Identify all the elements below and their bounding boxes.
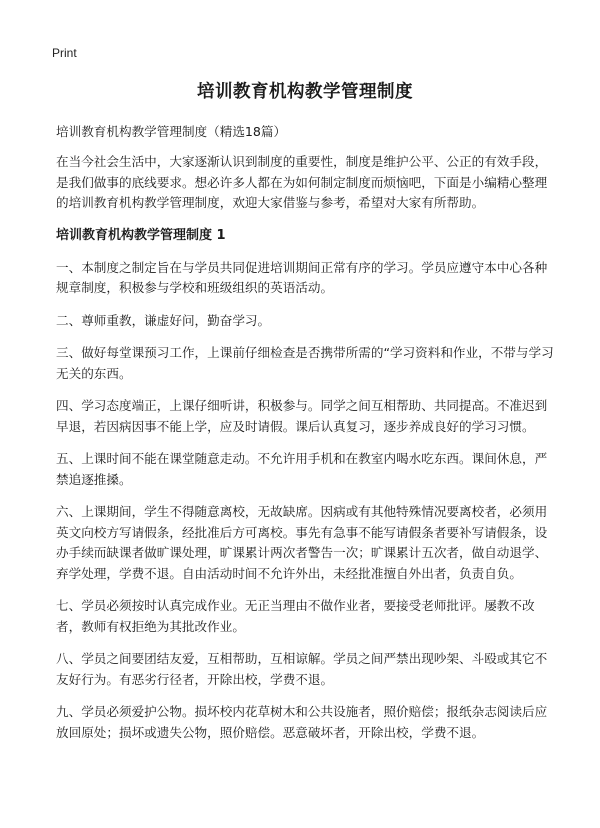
rule-item-4: 四、学习态度端正，上课仔细听讲，积极参与。同学之间互相帮助、共同提高。不准迟到早退，若因病因事不能上学，应及时请假。课后认真复习，逐步养成良好的学习习惯。 xyxy=(56,398,548,434)
rule-item-1: 一、本制度之制定旨在与学员共同促进培训期间正常有序的学习。学员应遵守本中心各种规章制度，积极参与学校和班级组织的英语活动。 xyxy=(56,259,548,295)
document-title: 培训教育机构教学管理制度 xyxy=(197,82,413,102)
rule-item-6: 六、上课期间，学生不得随意离校，无故缺席。因病或有其他特殊情况要离校者，必须用英文向校方写请假条，经批准后方可离校。事先有急事不能写请假条者要补写请假条，设办手续而缺课者做旷课处理，旷课累计两次者警告一次；旷课累计五次者，做自动退学、弃学处理，学费不退。自由活动时间不允许外出，未经批准擅自外出者，负责自负。 xyxy=(56,504,548,581)
document-body xyxy=(56,78,554,743)
intro-paragraph: 在当今社会生活中，大家逐渐认识到制度的重要性，制度是维护公平、公正的有效手段，是我们做事的底线要求。想必许多人都在为如何制定制度而烦恼吧，下面是小编精心整理的培训教育机构教学管理制度，欢迎大家借鉴与参考，希望对大家有所帮助。 xyxy=(56,154,548,210)
rule-item-9: 九、学员必须爱护公物。损坏校内花草树木和公共设施者，照价赔偿；报纸杂志阅读后应放回原处；损坏或遗失公物，照价赔偿。恶意破坏者，开除出校，学费不退。 xyxy=(56,704,548,740)
rule-item-8: 八、学员之间要团结友爱，互相帮助，互相谅解。学员之间严禁出现吵架、斗殴或其它不友好行为。有恶劣行径者，开除出校，学费不退。 xyxy=(56,651,548,687)
rule-item-3: 三、做好每堂课预习工作，上课前仔细检查是否携带所需的“学习资料和作业，不带与学习无关的东西。 xyxy=(56,345,554,381)
rule-item-2: 二、尊师重教，谦虚好问，勤奋学习。 xyxy=(56,312,271,328)
document-subtitle: 培训教育机构教学管理制度（精选18篇） xyxy=(56,124,287,139)
rule-item-7: 七、学员必须按时认真完成作业。无正当理由不做作业者，要接受老师批评。屡教不改者，教师有权拒绝为其批改作业。 xyxy=(56,598,535,634)
print-link[interactable]: Print xyxy=(52,46,77,60)
rules-list xyxy=(56,258,554,744)
section-heading: 培训教育机构教学管理制度 1 xyxy=(56,227,226,243)
rule-item-5: 五、上课时间不能在课堂随意走动。不允许用手机和在教室内喝水吃东西。课间休息，严禁追逐推搡。 xyxy=(56,451,548,487)
